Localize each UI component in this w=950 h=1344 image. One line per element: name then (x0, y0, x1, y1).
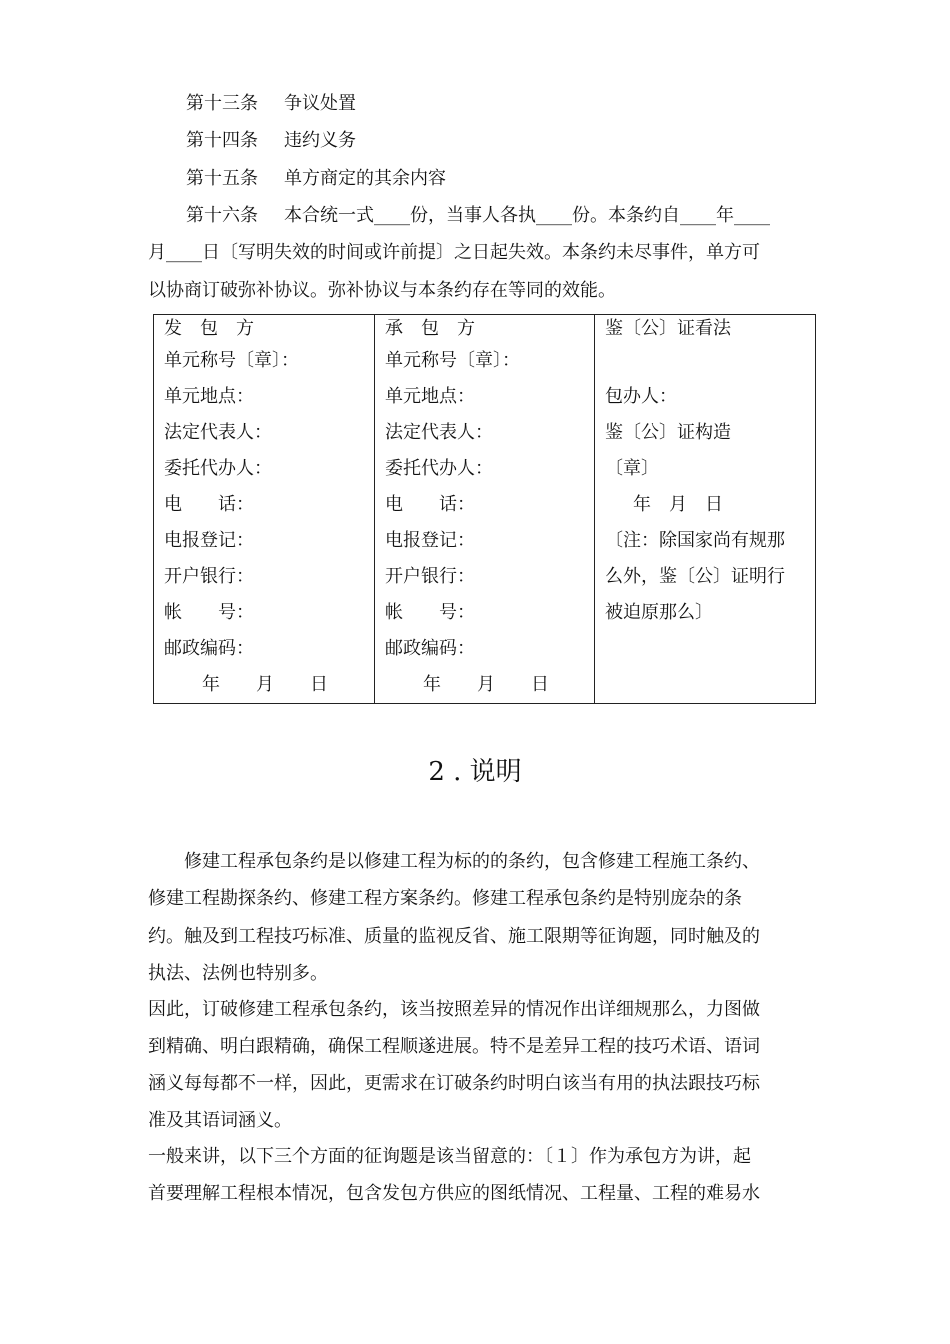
body-line-2: 修建工程勘探条约、修建工程方案条约。修建工程承包条约是特别庞杂的条 (148, 888, 742, 909)
body-line-4: 执法、法例也特别多。 (148, 963, 328, 984)
article-16-text: 本合统一式____份，当事人各执____份。本条约自____年____ (284, 205, 770, 226)
employer-account: 帐 号： (164, 602, 254, 623)
article-13 (186, 92, 356, 116)
contractor-bank: 开户银行： (385, 566, 475, 587)
contractor-phone: 电 话： (385, 494, 475, 515)
notary-header: 鉴〔公〕证看法 (605, 318, 731, 339)
article-16 (186, 204, 770, 228)
body-line-1: 修建工程承包条约是以修建工程为标的的条约，包含修建工程施工条约、 (148, 851, 760, 872)
employer-legal-rep: 法定代表人： (164, 422, 272, 443)
employer-unit-name: 单元称号〔章〕： (164, 350, 299, 371)
notary-spacer (595, 343, 815, 379)
body-line-10: 首要理解工程根本情况，包含发包方供应的图纸情况、工程量、工程的难易水 (148, 1183, 760, 1204)
article-16-line-3: 以协商订破弥补协议。弥补协议与本条约存在等同的效能。 (148, 280, 616, 301)
contractor-legal-rep: 法定代表人： (385, 422, 493, 443)
contractor-header: 承 包 方 (385, 318, 475, 339)
notary-note-line-3: 被迫原那么〕 (605, 602, 713, 623)
employer-telegram: 电报登记： (164, 530, 254, 551)
body-line-8: 准及其语词涵义。 (148, 1110, 292, 1131)
contractor-date: 年 月 日 (423, 674, 549, 695)
article-14-title: 第十四条 (186, 130, 258, 151)
article-15 (186, 167, 446, 191)
notary-seal: 〔章〕 (605, 458, 659, 479)
employer-agent: 委托代办人： (164, 458, 272, 479)
signature-table (153, 314, 816, 704)
employer-date: 年 月 日 (202, 674, 328, 695)
article-15-text: 单方商定的其余内容 (284, 168, 446, 189)
body-line-5: 因此，订破修建工程承包条约，该当按照差异的情况作出详细规那么，力图做 (148, 999, 760, 1020)
article-16-line-2: 月____日〔写明失效的时间或许前提〕之日起失效。本条约未尽事件，单方可 (148, 242, 760, 263)
notary-column (595, 315, 816, 704)
article-13-title: 第十三条 (186, 93, 258, 114)
article-16-title: 第十六条 (186, 205, 258, 226)
contractor-account: 帐 号： (385, 602, 475, 623)
employer-column (154, 315, 375, 704)
employer-bank: 开户银行： (164, 566, 254, 587)
body-line-3: 约。触及到工程技巧标准、质量的监视反省、施工限期等征询题，同时触及的 (148, 926, 760, 947)
employer-postcode: 邮政编码： (164, 638, 254, 659)
notary-note-line-1: 〔注：除国家尚有规那 (605, 530, 785, 551)
contractor-column (375, 315, 595, 704)
contractor-address: 单元地点： (385, 386, 475, 407)
contractor-telegram: 电报登记： (385, 530, 475, 551)
employer-phone: 电 话： (164, 494, 254, 515)
section-title: 2 . 说明 (428, 757, 522, 787)
employer-header: 发 包 方 (164, 318, 254, 339)
article-14 (186, 129, 356, 153)
contractor-agent: 委托代办人： (385, 458, 493, 479)
notary-date: 年 月 日 (633, 494, 723, 515)
article-14-text: 违约义务 (284, 130, 356, 151)
employer-address: 单元地点： (164, 386, 254, 407)
notary-note-line-2: 么外，鉴〔公〕证明行 (605, 566, 785, 587)
body-line-9: 一般来讲，以下三个方面的征询题是该当留意的：〔１〕作为承包方为讲，起 (148, 1146, 751, 1167)
contractor-unit-name: 单元称号〔章〕： (385, 350, 520, 371)
body-line-7: 涵义每每都不一样，因此，更需求在订破条约时明白该当有用的执法跟技巧标 (148, 1073, 760, 1094)
article-13-text: 争议处置 (284, 93, 356, 114)
body-line-6: 到精确、明白跟精确，确保工程顺遂进展。特不是差异工程的技巧术语、语词 (148, 1036, 760, 1057)
article-15-title: 第十五条 (186, 168, 258, 189)
notary-handler: 包办人： (605, 386, 677, 407)
contractor-postcode: 邮政编码： (385, 638, 475, 659)
notary-organization: 鉴〔公〕证构造 (605, 422, 731, 443)
